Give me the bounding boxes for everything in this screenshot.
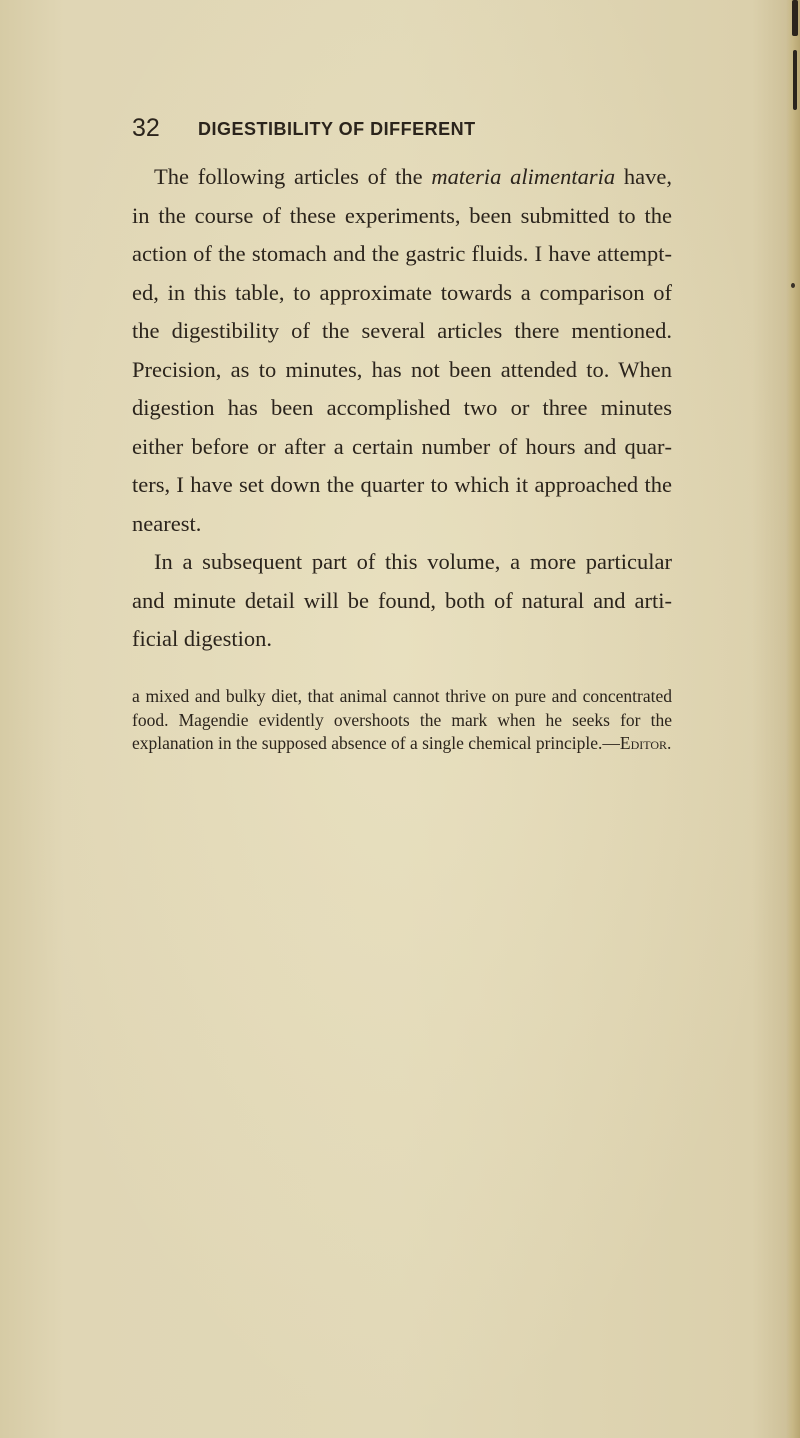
footnote [132, 685, 672, 756]
footnote-body: a mixed and bulky diet, that animal cannot thrive on pure and concentrated food. Magendie evidently overshoots the mark when he seeks for the explanation in the supposed absence of a single chemical principle.— [132, 686, 672, 753]
paragraph-text: The following articles of the [154, 164, 432, 189]
running-head: DIGESTIBILITY OF DIFFERENT [198, 119, 476, 139]
italic-phrase: materia alimentaria [431, 164, 616, 189]
footnote-text [132, 685, 672, 756]
page-header [132, 116, 672, 144]
main-text [132, 158, 672, 659]
edge-mark [792, 0, 798, 36]
ink-speck [791, 283, 795, 288]
paragraph-text: have, in the course of these experiments, been submitted to the action of the stomach and the gastric fluids. I have attempted, in this table, to approximate towards a comparison of the digestibility of the several articles there mentioned. Precision, as to minutes, has not been attended to. When digestion has been accomplished two or three minutes either before or after a certain number of hours and quarters, I have set down the quarter to which it approached the nearest. [132, 164, 672, 536]
edge-mark [793, 50, 797, 110]
paragraph [132, 158, 672, 543]
footnote-signature: Editor. [619, 733, 672, 753]
paragraph: In a subsequent part of this volume, a more particular and minute detail will be found, both of natural and artificial digestion. [132, 549, 672, 651]
page-number: 32 [132, 114, 160, 142]
page-edge [786, 0, 800, 1438]
